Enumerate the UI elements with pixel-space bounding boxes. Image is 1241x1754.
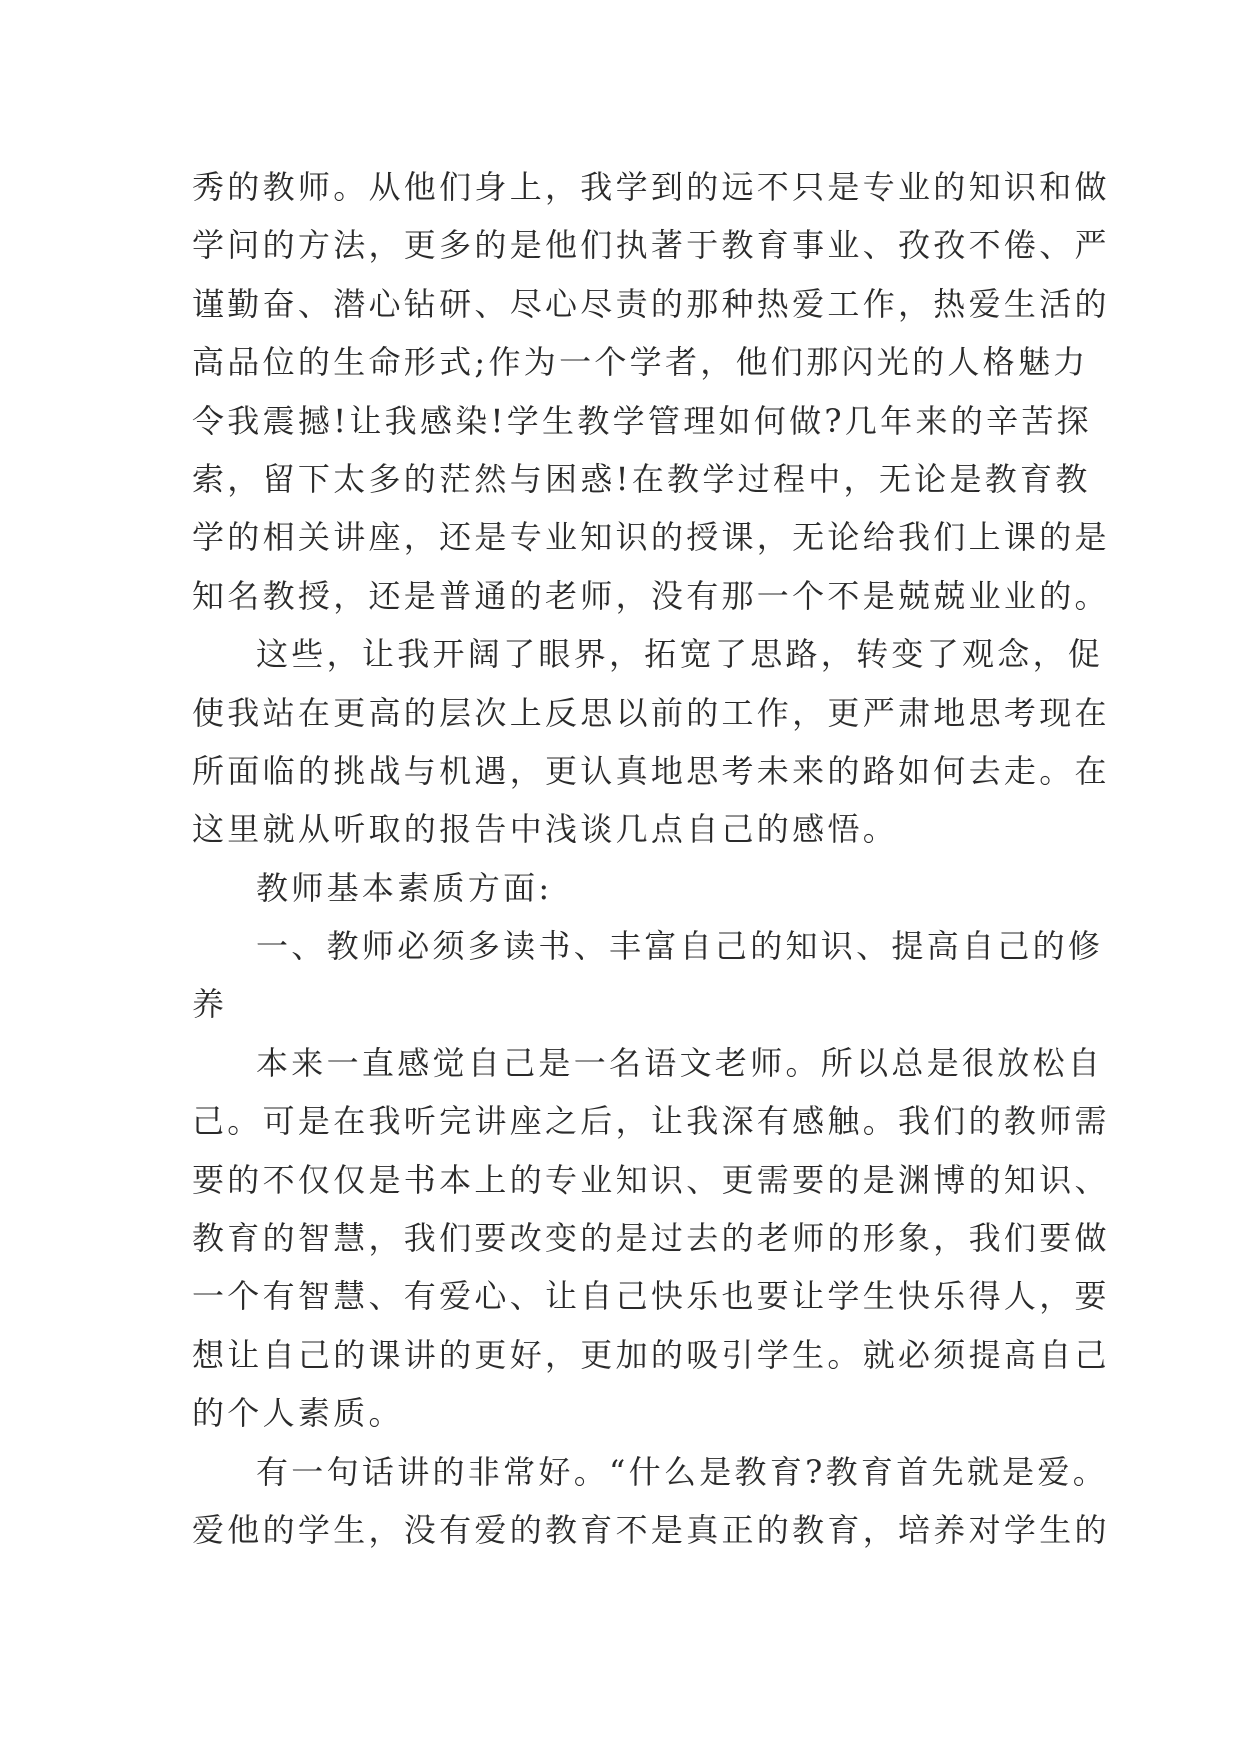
text-line: 学问的方法，更多的是他们执著于教育事业、孜孜不倦、严 [192, 226, 1110, 265]
text-line: 想让自己的课讲的更好，更加的吸引学生。就必须提高自己 [192, 1335, 1110, 1374]
text-line: 本来一直感觉自己是一名语文老师。所以总是很放松自 [256, 1043, 1104, 1082]
text-line: 一、教师必须多读书、丰富自己的知识、提高自己的修 [256, 927, 1104, 966]
text-line: 使我站在更高的层次上反思以前的工作，更严肃地思考现在 [192, 693, 1110, 732]
text-line: 知名教授，还是普通的老师，没有那一个不是兢兢业业的。 [192, 576, 1110, 615]
text-line: 秀的教师。从他们身上，我学到的远不只是专业的知识和做 [192, 168, 1110, 206]
text-line: 学的相关讲座，还是专业知识的授课，无论给我们上课的是 [192, 518, 1110, 557]
text-line: 谨勤奋、潜心钻研、尽心尽责的那种热爱工作，热爱生活的 [192, 284, 1110, 323]
text-line: 要的不仅仅是书本上的专业知识、更需要的是渊博的知识、 [192, 1160, 1110, 1199]
text-line: 这里就从听取的报告中浅谈几点自己的感悟。 [192, 810, 899, 849]
text-line: 索，留下太多的茫然与困惑!在教学过程中，无论是教育教 [192, 459, 1091, 498]
text-line: 一个有智慧、有爱心、让自己快乐也要让学生快乐得人，要 [192, 1277, 1110, 1316]
text-line: 养 [192, 985, 228, 1024]
text-line: 有一句话讲的非常好。“什么是教育?教育首先就是爱。 [256, 1452, 1109, 1491]
text-line: 高品位的生命形式;作为一个学者，他们那闪光的人格魅力 [192, 343, 1089, 382]
text-line: 己。可是在我听完讲座之后，让我深有感触。我们的教师需 [192, 1102, 1110, 1141]
body-text [192, 158, 1110, 1559]
text-line: 令我震撼!让我感染!学生教学管理如何做?几年来的辛苦探 [192, 401, 1092, 440]
text-line: 教育的智慧，我们要改变的是过去的老师的形象，我们要做 [192, 1219, 1110, 1258]
text-line: 教师基本素质方面: [256, 868, 553, 907]
text-line: 所面临的挑战与机遇，更认真地思考未来的路如何去走。在 [192, 751, 1110, 790]
text-line: 这些，让我开阔了眼界，拓宽了思路，转变了观念，促 [256, 635, 1104, 674]
text-line: 的个人素质。 [192, 1394, 404, 1433]
text-line: 爱他的学生，没有爱的教育不是真正的教育，培养对学生的 [192, 1510, 1110, 1549]
